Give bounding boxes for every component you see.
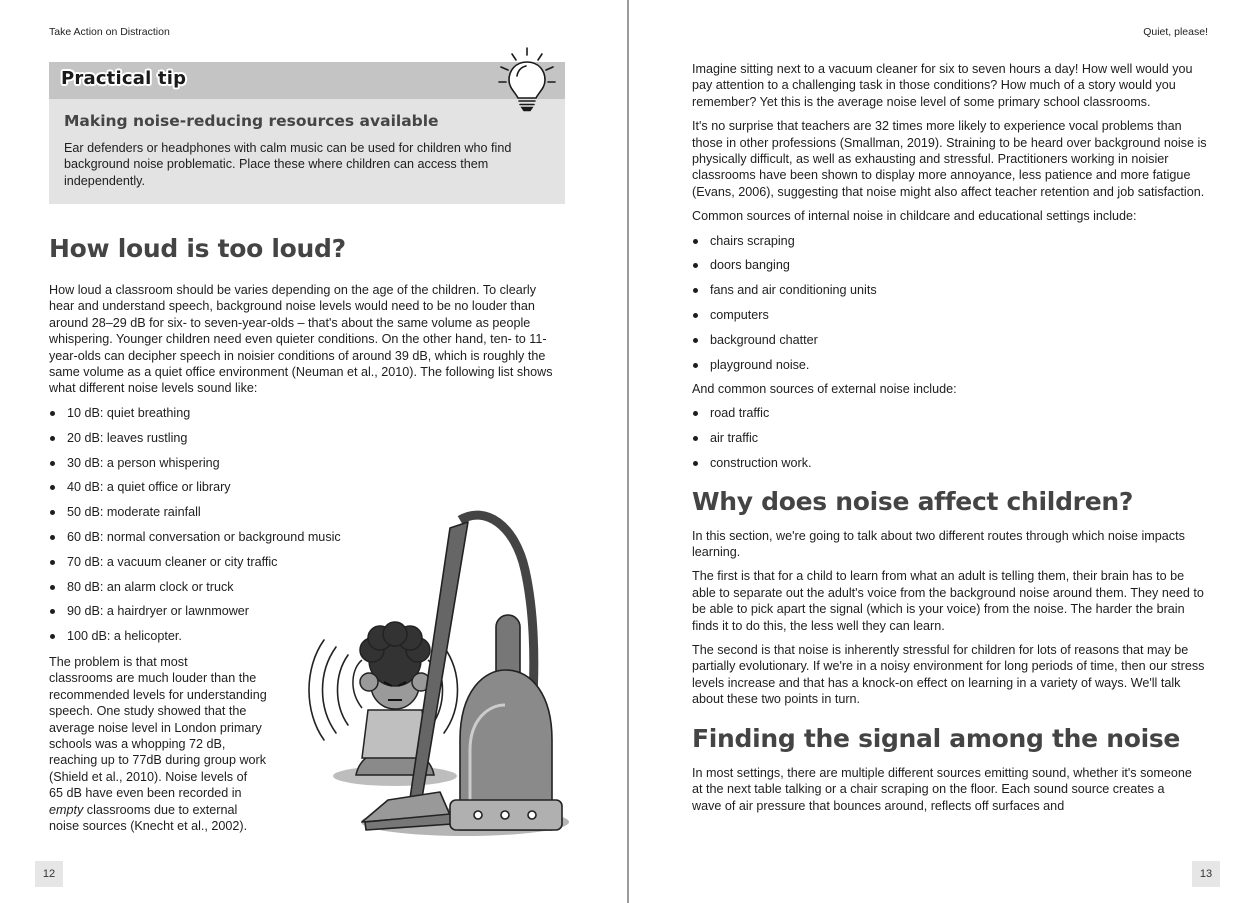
- internal-noise-list: [692, 233, 1208, 373]
- tip-heading: Making noise-reducing resources available: [64, 112, 439, 130]
- text-line: classrooms are much louder than the: [49, 671, 257, 686]
- list-item: 10 dB: quiet breathing: [49, 405, 409, 421]
- section-heading-why-noise: Why does noise affect children?: [692, 486, 1134, 516]
- paragraph-two-routes: In this section, we're going to talk about two different routes through which noise impacts learning.: [692, 528, 1185, 560]
- list-item: 80 dB: an alarm clock or truck: [49, 579, 409, 595]
- list-item: 60 dB: normal conversation or background music: [49, 529, 409, 545]
- child-covering-ears-vacuum-illustration: [300, 510, 572, 845]
- right-column: [692, 61, 1208, 814]
- paragraph-stress: The second is that noise is inherently stressful for children for lots of reasons that may be partially evolutionary. If we're in a noisy environment for long periods of time, then our stress levels increase and that has a knock-on effect on learning in a variety of ways. We'll talk about these two points in turn.: [692, 643, 1205, 707]
- paragraph-internal-intro: Common sources of internal noise in childcare and educational settings include:: [692, 209, 1137, 224]
- paragraph-vacuum: Imagine sitting next to a vacuum cleaner for six to seven hours a day! How well would you pay attention to a challenging task in those conditions? How much of a story would you remember? Yet this is the average noise level of some primary school classrooms.: [692, 62, 1193, 109]
- text-line: average noise level in London primary: [49, 720, 262, 735]
- text-line: (Shield et al., 2010). Noise levels of: [49, 769, 248, 784]
- practical-tip-box: [49, 62, 565, 204]
- list-item: background chatter: [692, 332, 1208, 348]
- list-item: 100 dB: a helicopter.: [49, 628, 409, 644]
- right-page: [629, 0, 1255, 903]
- left-page: [0, 0, 627, 903]
- emphasis-empty: empty: [49, 802, 84, 817]
- text-fragment: classrooms due to external: [83, 802, 238, 817]
- list-item: computers: [692, 307, 1208, 323]
- text-line: noise sources (Knecht et al., 2002).: [49, 819, 248, 834]
- text-line: The problem is that most: [49, 655, 188, 669]
- text-line: speech. One study showed that the: [49, 704, 247, 719]
- paragraph-noise-levels-intro: How loud a classroom should be varies depending on the age of the children. To clearly hear and understand speech, background noise levels would need to be no louder than around 28–29 dB for six- to seven-year-olds – that's about the same volume as people whispering. Younger children need even quieter conditions. On the other hand, ten- to 11-year-olds can decipher speech in noisier conditions of around 39 dB, which is roughly the same volume as a quiet office environment (Neuman et al., 2010). The following list shows what different noise levels sound like:: [49, 283, 553, 396]
- list-item: construction work.: [692, 455, 1208, 471]
- running-head-right: Quiet, please!: [1143, 26, 1208, 38]
- paragraph-signal-from-noise: The first is that for a child to learn from what an adult is telling them, their brain has to be able to separate out the adult's voice from the background noise around them. They need to be able to pick apart the signal (which is your voice) from the noise. The harder the brain finds it to do this, the less well they can learn.: [692, 569, 1204, 633]
- list-item: chairs scraping: [692, 233, 1208, 249]
- list-item: 90 dB: a hairdryer or lawnmower: [49, 603, 409, 619]
- page-number-right: 13: [1192, 861, 1220, 887]
- list-item: doors banging: [692, 257, 1208, 273]
- list-item: 40 dB: a quiet office or library: [49, 479, 409, 495]
- external-noise-list: [692, 405, 1208, 471]
- list-item: 50 dB: moderate rainfall: [49, 504, 409, 520]
- list-item: 30 dB: a person whispering: [49, 455, 409, 471]
- list-item: 70 dB: a vacuum cleaner or city traffic: [49, 554, 409, 570]
- tip-text: Ear defenders or headphones with calm music can be used for children who find background noise problematic. Place these where children can access them independently.: [64, 141, 512, 188]
- paragraph-teachers-vocal: It's no surprise that teachers are 32 times more likely to experience vocal problems than those in other professions (Smallman, 2019). Straining to be heard over background noise is physically difficult, as well as exhausting and stressful. Practitioners working in noisier classrooms have been shown to display more annoyance, less patience and more fatigue (Evans, 2006), suggesting that noise might also affect teacher retention and job satisfaction.: [692, 119, 1207, 199]
- paragraph-sound-sources: In most settings, there are multiple different sources emitting sound, whether it's someone at the next table talking or a chair scraping on the floor. Each sound source creates a wave of air pressure that bounces around, reflects off surfaces and: [692, 765, 1192, 813]
- text-line: 65 dB have even been recorded in: [49, 786, 242, 801]
- lightbulb-icon: [495, 46, 559, 112]
- paragraph-classroom-noise: [49, 654, 299, 834]
- section-heading-finding-signal: Finding the signal among the noise: [692, 723, 1181, 753]
- list-item: 20 dB: leaves rustling: [49, 430, 409, 446]
- list-item: air traffic: [692, 430, 1208, 446]
- text-line: reaching up to 77dB during group work: [49, 753, 267, 768]
- list-item: fans and air conditioning units: [692, 282, 1208, 298]
- text-line: schools was a whopping 72 dB,: [49, 737, 226, 752]
- page-number-left: 12: [35, 861, 63, 887]
- running-head-left: Take Action on Distraction: [49, 26, 170, 38]
- text-line: [49, 802, 299, 818]
- paragraph-external-intro: And common sources of external noise include:: [692, 381, 957, 396]
- list-item: playground noise.: [692, 357, 1208, 373]
- text-line: recommended levels for understanding: [49, 687, 267, 702]
- section-heading-how-loud: How loud is too loud?: [49, 234, 346, 263]
- tip-label: Practical tip: [61, 68, 187, 89]
- list-item: road traffic: [692, 405, 1208, 421]
